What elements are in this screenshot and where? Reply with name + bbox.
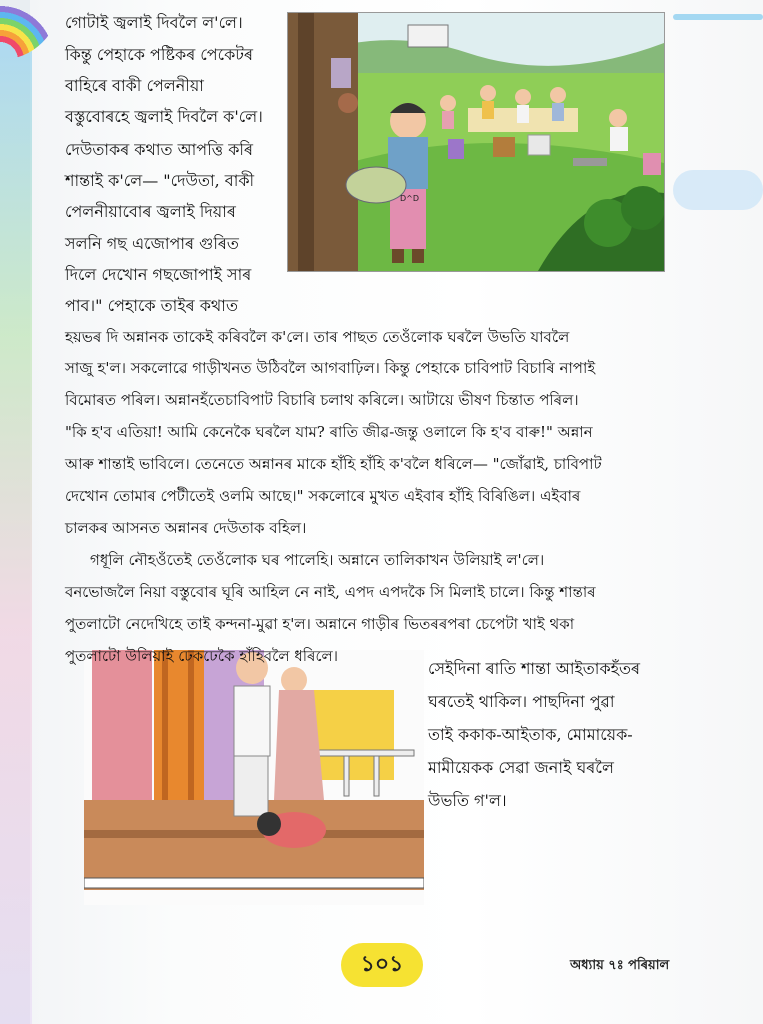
text-line: উভতি গ'ল। xyxy=(428,791,507,810)
text-line: বনভোজলৈ নিয়া বস্তুবোৰ ঘূৰি আহিল নে নাই, এপদ এপদকৈ সি মিলাই চালে। কিন্তু শান্তাৰ xyxy=(65,583,596,601)
text-line: আৰু শান্তাই ভাবিলে। তেনেতে অন্নানৰ মাকে হাঁহি হাঁহি ক'বলৈ ধৰিলে— "জোঁৱাই, চাবিপাট xyxy=(65,455,602,473)
greeting-scene xyxy=(84,650,424,905)
text-line: দিলে দেখোন গছজোপাই সাৰ xyxy=(65,265,252,284)
text-line: পেলনীয়াবোৰ জ্বলাই দিয়াৰ xyxy=(65,202,236,221)
text-line: বাহিৰে বাকী পেলনীয়া xyxy=(65,76,204,95)
sky-stroke xyxy=(673,14,763,20)
text-line: "কি হ'ব এতিয়া! আমি কেনেকৈ ঘৰলৈ যাম? ৰাতি জীৱ-জন্তু ওলালে কি হ'ব বাৰু!" অন্নান xyxy=(65,423,593,441)
text-line: সেইদিনা ৰাতি শান্তা আইতাকহঁতৰ xyxy=(428,659,641,678)
text-line: কিন্তু পেহাকে পষ্টিকৰ পেকেটৰ xyxy=(65,45,254,64)
text-line: চালকৰ আসনত অন্নানৰ দেউতাক বহিল। xyxy=(65,519,307,537)
chapter-label: অধ্যায় ৭ঃ পৰিয়াল xyxy=(570,958,670,973)
cloud-icon xyxy=(673,170,763,210)
text-line: গধূলি নৌহওঁতেই তেওঁলোক ঘৰ পালেহি। অন্নানে তালিকাখন উলিয়াই ল'লে। xyxy=(90,551,545,569)
text-line: বস্তুবোৰহে জ্বলাই দিবলৈ ক'লে। xyxy=(65,107,263,126)
text-line: মামীয়েকক সেৱা জনাই ঘৰলৈ xyxy=(428,758,614,777)
text-line: হয়ভৰ দি অন্নানক তাকেই কৰিবলৈ ক'লে। তাৰ পাছত তেওঁলোক ঘৰলৈ উভতি যাবলৈ xyxy=(65,328,570,346)
text-line: গোটাই জ্বলাই দিবলৈ ল'লে। xyxy=(65,13,243,32)
text-line: সলনি গছ এজোপাৰ গুৰিত xyxy=(65,234,239,253)
text-line: পুতলাটো নেদেখিহে তাই কন্দনা-মুৱা হ'ল। অন্নানে গাড়ীৰ ভিতৰৰপৰা চেপেটা খাই থকা xyxy=(65,615,575,633)
page-number: ১০১ xyxy=(341,943,423,987)
text-line: শান্তাই ক'লে— "দেউতা, বাকী xyxy=(65,171,255,190)
picnic-illustration xyxy=(287,12,665,272)
text-line: বিমোৰত পৰিল। অন্নানহঁতেচাবিপাট বিচাৰি চলাথ কৰিলে। আটায়ে ভীষণ চিন্তাত পৰিল। xyxy=(65,391,579,409)
text-line: দেখোন তোমাৰ পেটীতেই ওলমি আছে।" সকলোৰে মুখত এইবাৰ হাঁহি বিৰিঙিল। এইবাৰ xyxy=(65,487,581,505)
picnic-sign-text: D^D xyxy=(400,194,420,203)
decorative-border xyxy=(0,40,32,1024)
text-line: পাব।" পেহাকে তাইৰ কথাত xyxy=(65,296,238,315)
text-line: দেউতাকৰ কথাত আপত্তি কৰি xyxy=(65,140,253,159)
text-line: ঘৰতেই থাকিল। পাছদিনা পুৱা xyxy=(428,692,615,711)
picnic-scene xyxy=(288,13,664,271)
text-line: সাজু হ'ল। সকলোৱে গাড়ীখনত উঠিবলৈ আগবাঢ়িল। কিন্তু পেহাকে চাবিপাট বিচাৰি নাপাই xyxy=(65,359,596,377)
text-line: তাই ককাক-আইতাক, মোমায়েক- xyxy=(428,725,633,744)
grandparents-illustration xyxy=(84,650,424,905)
text-line: পুতলাটো উলিয়াই ঢেকঢেকৈ হাঁহিবলৈ ধৰিলে। xyxy=(65,647,339,665)
